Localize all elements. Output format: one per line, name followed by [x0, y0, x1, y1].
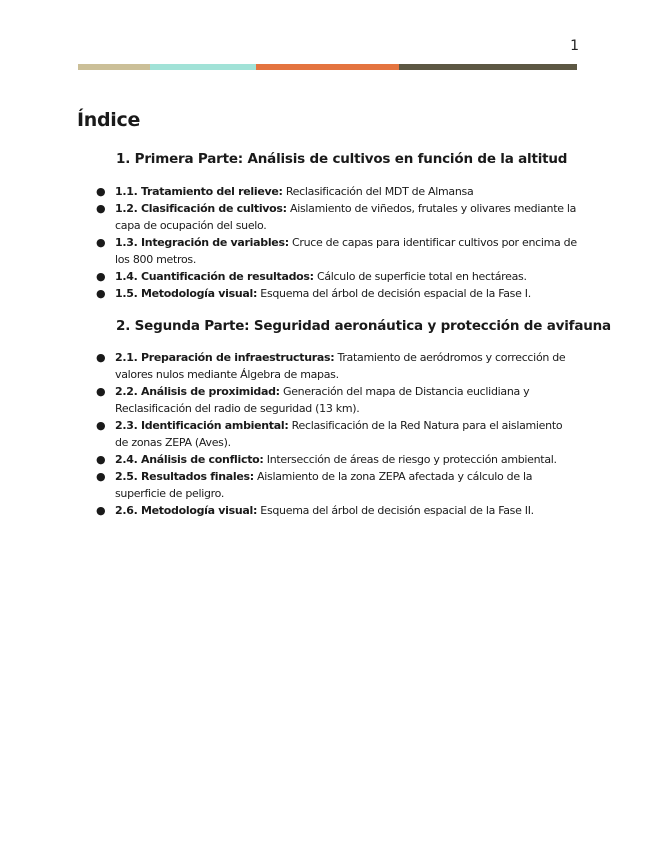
list-item-text: Aislamiento de viñedos, frutales y olivares mediante la capa de ocupación del suelo.	[115, 202, 577, 232]
list-item-label: 1.5. Metodología visual:	[115, 287, 258, 300]
bullet-icon: ●	[96, 202, 106, 215]
list-item-text: Esquema del árbol de decisión espacial de la Fase II.	[257, 504, 534, 517]
list-item-text: Generación del mapa de Distancia euclidiana y Reclasificación del radio de seguridad (13 km).	[115, 385, 530, 415]
bullet-icon: ●	[96, 351, 106, 364]
list-item	[78, 183, 578, 200]
list-item	[78, 268, 578, 285]
list-item-text: Aislamiento de la zona ZEPA afectada y cálculo de la superficie de peligro.	[115, 470, 533, 500]
list-item-label: 2.2. Análisis de proximidad:	[115, 385, 280, 398]
bullet-icon: ●	[96, 504, 106, 517]
list-item	[78, 417, 578, 451]
bullet-icon: ●	[96, 236, 106, 249]
list-item	[78, 502, 578, 519]
bullet-icon: ●	[96, 185, 106, 198]
color-bar-segment-2	[150, 64, 256, 70]
list-item-label: 2.1. Preparación de infraestructuras:	[115, 351, 335, 364]
header-color-bar	[78, 64, 577, 70]
list-item	[78, 234, 578, 268]
color-bar-segment-4	[399, 64, 577, 70]
list-item	[78, 200, 578, 234]
list-item	[78, 285, 578, 302]
list-item	[78, 383, 578, 417]
bullet-icon: ●	[96, 470, 106, 483]
list-item-label: 2.5. Resultados finales:	[115, 470, 254, 483]
bullet-icon: ●	[96, 287, 106, 300]
color-bar-segment-1	[78, 64, 150, 70]
list-item	[78, 349, 578, 383]
list-item-text: Cálculo de superficie total en hectáreas.	[313, 270, 527, 283]
section-2-list	[78, 349, 578, 519]
index-title: Índice	[77, 109, 141, 131]
list-item-text: Intersección de áreas de riesgo y protección ambiental.	[263, 453, 557, 466]
section-1-list	[78, 183, 578, 302]
list-item-text: Esquema del árbol de decisión espacial de la Fase I.	[257, 287, 531, 300]
list-item-label: 2.3. Identificación ambiental:	[115, 419, 289, 432]
section-title-2: 2. Segunda Parte: Seguridad aeronáutica y protección de avifauna	[116, 318, 611, 334]
section-title-1: 1. Primera Parte: Análisis de cultivos en función de la altitud	[116, 151, 568, 167]
color-bar-segment-3	[256, 64, 399, 70]
list-item	[78, 468, 578, 502]
bullet-icon: ●	[96, 385, 106, 398]
page-number: 1	[570, 38, 579, 54]
bullet-icon: ●	[96, 270, 106, 283]
list-item-label: 2.4. Análisis de conflicto:	[115, 453, 264, 466]
list-item-label: 2.6. Metodología visual:	[115, 504, 258, 517]
list-item-label: 1.3. Integración de variables:	[115, 236, 289, 249]
list-item-text: Cruce de capas para identificar cultivos por encima de los 800 metros.	[115, 236, 577, 266]
list-item-label: 1.2. Clasificación de cultivos:	[115, 202, 287, 215]
bullet-icon: ●	[96, 453, 106, 466]
bullet-icon: ●	[96, 419, 106, 432]
list-item-label: 1.1. Tratamiento del relieve:	[115, 185, 283, 198]
list-item	[78, 451, 578, 468]
list-item-text: Reclasificación de la Red Natura para el aislamiento de zonas ZEPA (Aves).	[115, 419, 563, 449]
list-item-text: Reclasificación del MDT de Almansa	[282, 185, 474, 198]
list-item-label: 1.4. Cuantificación de resultados:	[115, 270, 314, 283]
list-item-text: Tratamiento de aeródromos y corrección de valores nulos mediante Álgebra de mapas.	[115, 351, 566, 381]
